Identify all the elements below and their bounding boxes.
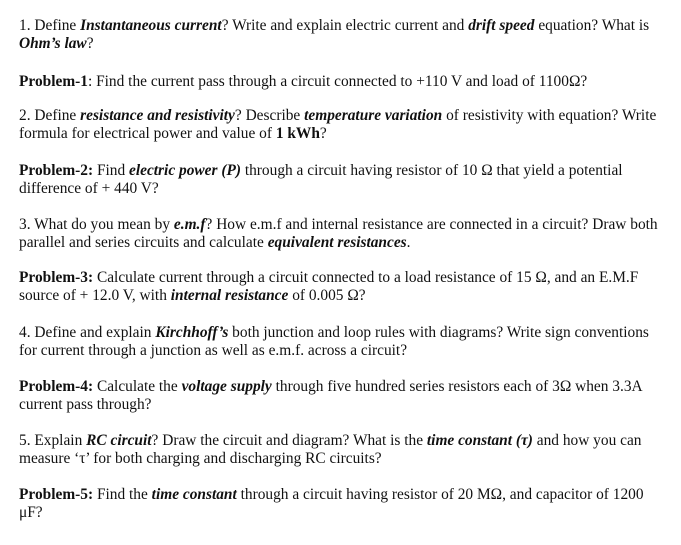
problem-5-term-time-constant: time constant [151, 486, 237, 503]
question-3 [19, 216, 669, 252]
q3-term-equivalent-resistances: equivalent resistances [267, 234, 407, 251]
q5-text-2: ? Draw the circuit and diagram? What is the [151, 432, 427, 449]
problem-2-text-1: Find [93, 162, 130, 179]
q1-term-drift-speed: drift speed [468, 17, 535, 34]
q5-text-3: and how you can measure ‘τ’ for both charging and discharging RC circuits? [19, 432, 642, 467]
q2-text-2: ? Describe [234, 107, 305, 124]
q2-text-4: ? [319, 125, 327, 142]
q5-term-time-constant: time constant (τ) [426, 432, 533, 449]
q3-text-2: ? How e.m.f and internal resistance are connected in a circuit? Draw both parallel and series circuits and calculate [19, 216, 658, 251]
q3-text-3: . [406, 234, 411, 251]
problem-4-label: Problem-4: [19, 378, 94, 395]
problem-2-text-2: through a circuit having resistor of 10 Ω that yield a potential difference of + 440 V? [19, 162, 623, 197]
q2-text-1: 2. Define [19, 107, 81, 124]
q4-text-2: both junction and loop rules with diagrams? Write sign conventions for current through a junction as well as e.m.f. across a circuit? [19, 324, 649, 359]
q1-text-1: 1. Define [19, 17, 81, 34]
q2-term-temperature-variation: temperature variation [304, 107, 443, 124]
problem-4 [19, 378, 669, 414]
q1-term-ohms-law: Ohm’s law [19, 35, 87, 52]
q2-text-3: of resistivity with equation? Write formula for electrical power and value of [19, 107, 657, 142]
problem-3-term-internal-resistance: internal resistance [170, 287, 289, 304]
problem-3-text-2: of 0.005 Ω? [288, 287, 366, 304]
q5-text-1: 5. Explain [19, 432, 87, 449]
problem-5-label: Problem-5: [19, 486, 94, 503]
q2-term-resistance-resistivity: resistance and resistivity [80, 107, 235, 124]
problem-1-label: Problem-1 [19, 73, 88, 90]
q1-text-2: ? Write and explain electric current and [221, 17, 469, 34]
problem-1-text: : Find the current pass through a circuit connected to +110 V and load of 1100Ω? [87, 73, 588, 90]
q3-term-emf: e.m.f [173, 216, 206, 233]
problem-5-text-2: through a circuit having resistor of 20 MΩ, and capacitor of 1200 μF? [19, 486, 644, 521]
problem-4-text-2: through five hundred series resistors each of 3Ω when 3.3A current pass through? [19, 378, 642, 413]
q5-term-rc-circuit: RC circuit [86, 432, 152, 449]
q2-term-kwh: 1 kWh [275, 125, 320, 142]
problem-1 [19, 73, 669, 91]
q1-text-3: equation? What is [534, 17, 650, 34]
question-2 [19, 107, 669, 143]
problem-3-label: Problem-3: [19, 269, 94, 286]
problem-3-text-1: Calculate current through a circuit connected to a load resistance of 15 Ω, and an E.M.F source of + 12.0 V, with [19, 269, 639, 304]
problem-2-term-electric-power: electric power (P) [129, 162, 241, 179]
q4-text-1: 4. Define and explain [19, 324, 156, 341]
problem-4-term-voltage-supply: voltage supply [181, 378, 272, 395]
q4-term-kirchhoffs: Kirchhoff’s [155, 324, 229, 341]
q1-text-4: ? [86, 35, 94, 52]
q3-text-1: 3. What do you mean by [19, 216, 174, 233]
problem-2-label: Problem-2: [19, 162, 94, 179]
question-5 [19, 432, 669, 468]
q1-term-instantaneous-current: Instantaneous current [80, 17, 222, 34]
problem-3 [19, 269, 669, 305]
problem-4-text-1: Calculate the [93, 378, 182, 395]
problem-5-text-1: Find the [93, 486, 152, 503]
question-1 [19, 17, 669, 53]
problem-5 [19, 486, 669, 522]
question-4 [19, 324, 669, 360]
problem-2 [19, 162, 669, 198]
